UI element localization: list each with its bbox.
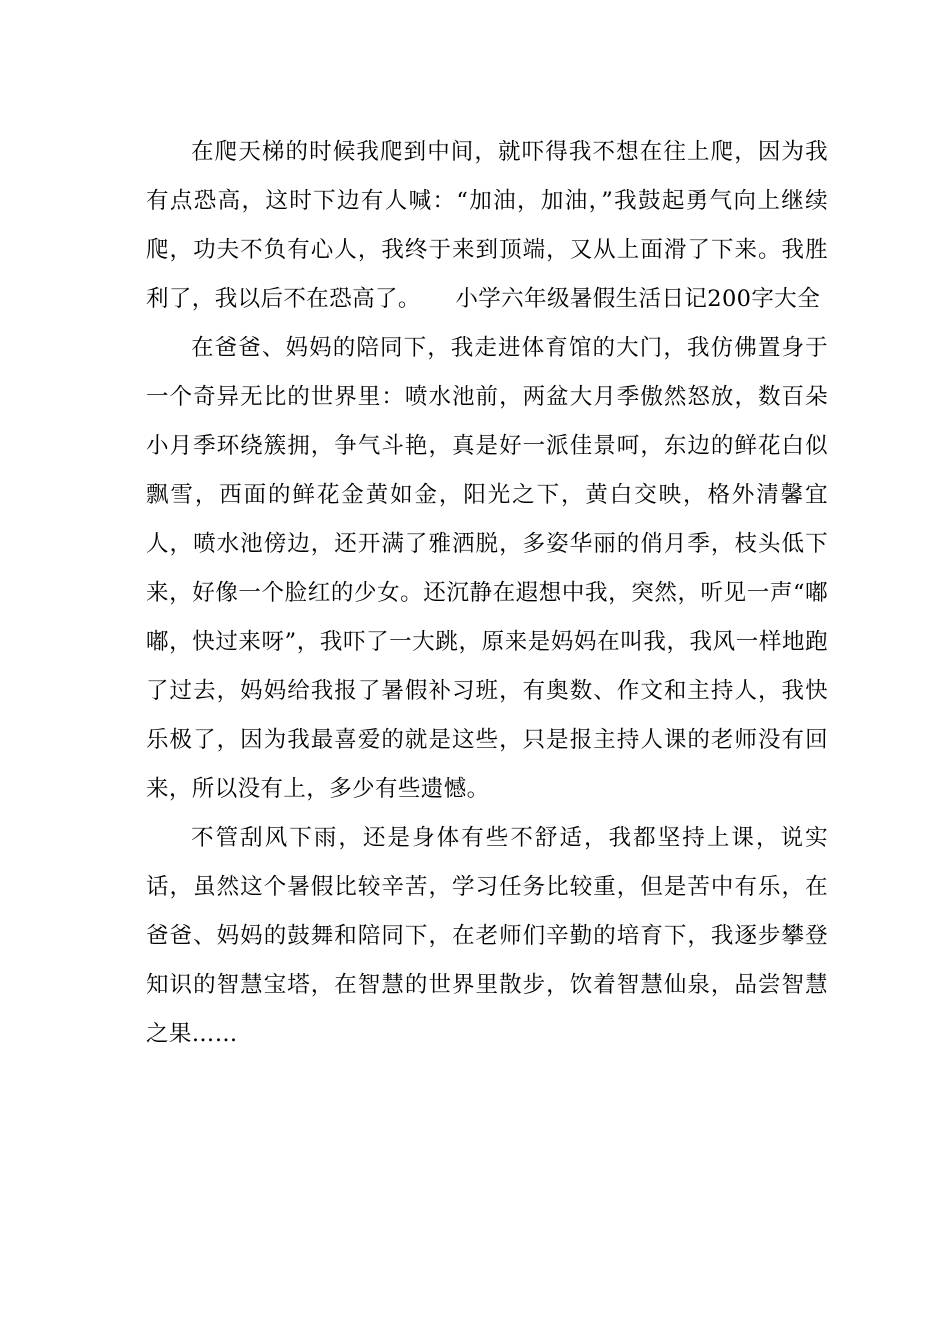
- document-body: [146, 128, 828, 1059]
- paragraph-persistence: 不管刮风下雨，还是身体有些不舒适，我都坚持上课，说实话，虽然这个暑假比较辛苦，学习任务比较重，但是苦中有乐，在爸爸、妈妈的鼓舞和陪同下，在老师们辛勤的培育下，我逐步攀登知识的智慧宝塔，在智慧的世界里散步，饮着智慧仙泉，品尝智慧之果……: [146, 825, 828, 1047]
- paragraph-climbing: 在爬天梯的时候我爬到中间，就吓得我不想在往上爬，因为我有点恐高，这时下边有人喊：“加油，加油，”我鼓起勇气向上继续爬，功夫不负有心人，我终于来到顶端，又从上面滑了下来。我胜利了，我以后不在恐高了。 小学六年级暑假生活日记200字大全: [146, 139, 828, 312]
- paragraph-stadium: 在爸爸、妈妈的陪同下，我走进体育馆的大门，我仿佛置身于一个奇异无比的世界里：喷水池前，两盆大月季傲然怒放，数百朵小月季环绕簇拥，争气斗艳，真是好一派佳景呵，东边的鲜花白似飘雪，西面的鲜花金黄如金，阳光之下，黄白交映，格外清馨宜人，喷水池傍边，还开满了雅洒脱，多姿华丽的俏月季，枝头低下来，好像一个脸红的少女。还沉静在遐想中我，突然，听见一声“嘟嘟，快过来呀”，我吓了一大跳，原来是妈妈在叫我，我风一样地跑了过去，妈妈给我报了暑假补习班，有奥数、作文和主持人，我快乐极了，因为我最喜爱的就是这些，只是报主持人课的老师没有回来，所以没有上，多少有些遗憾。: [146, 335, 828, 802]
